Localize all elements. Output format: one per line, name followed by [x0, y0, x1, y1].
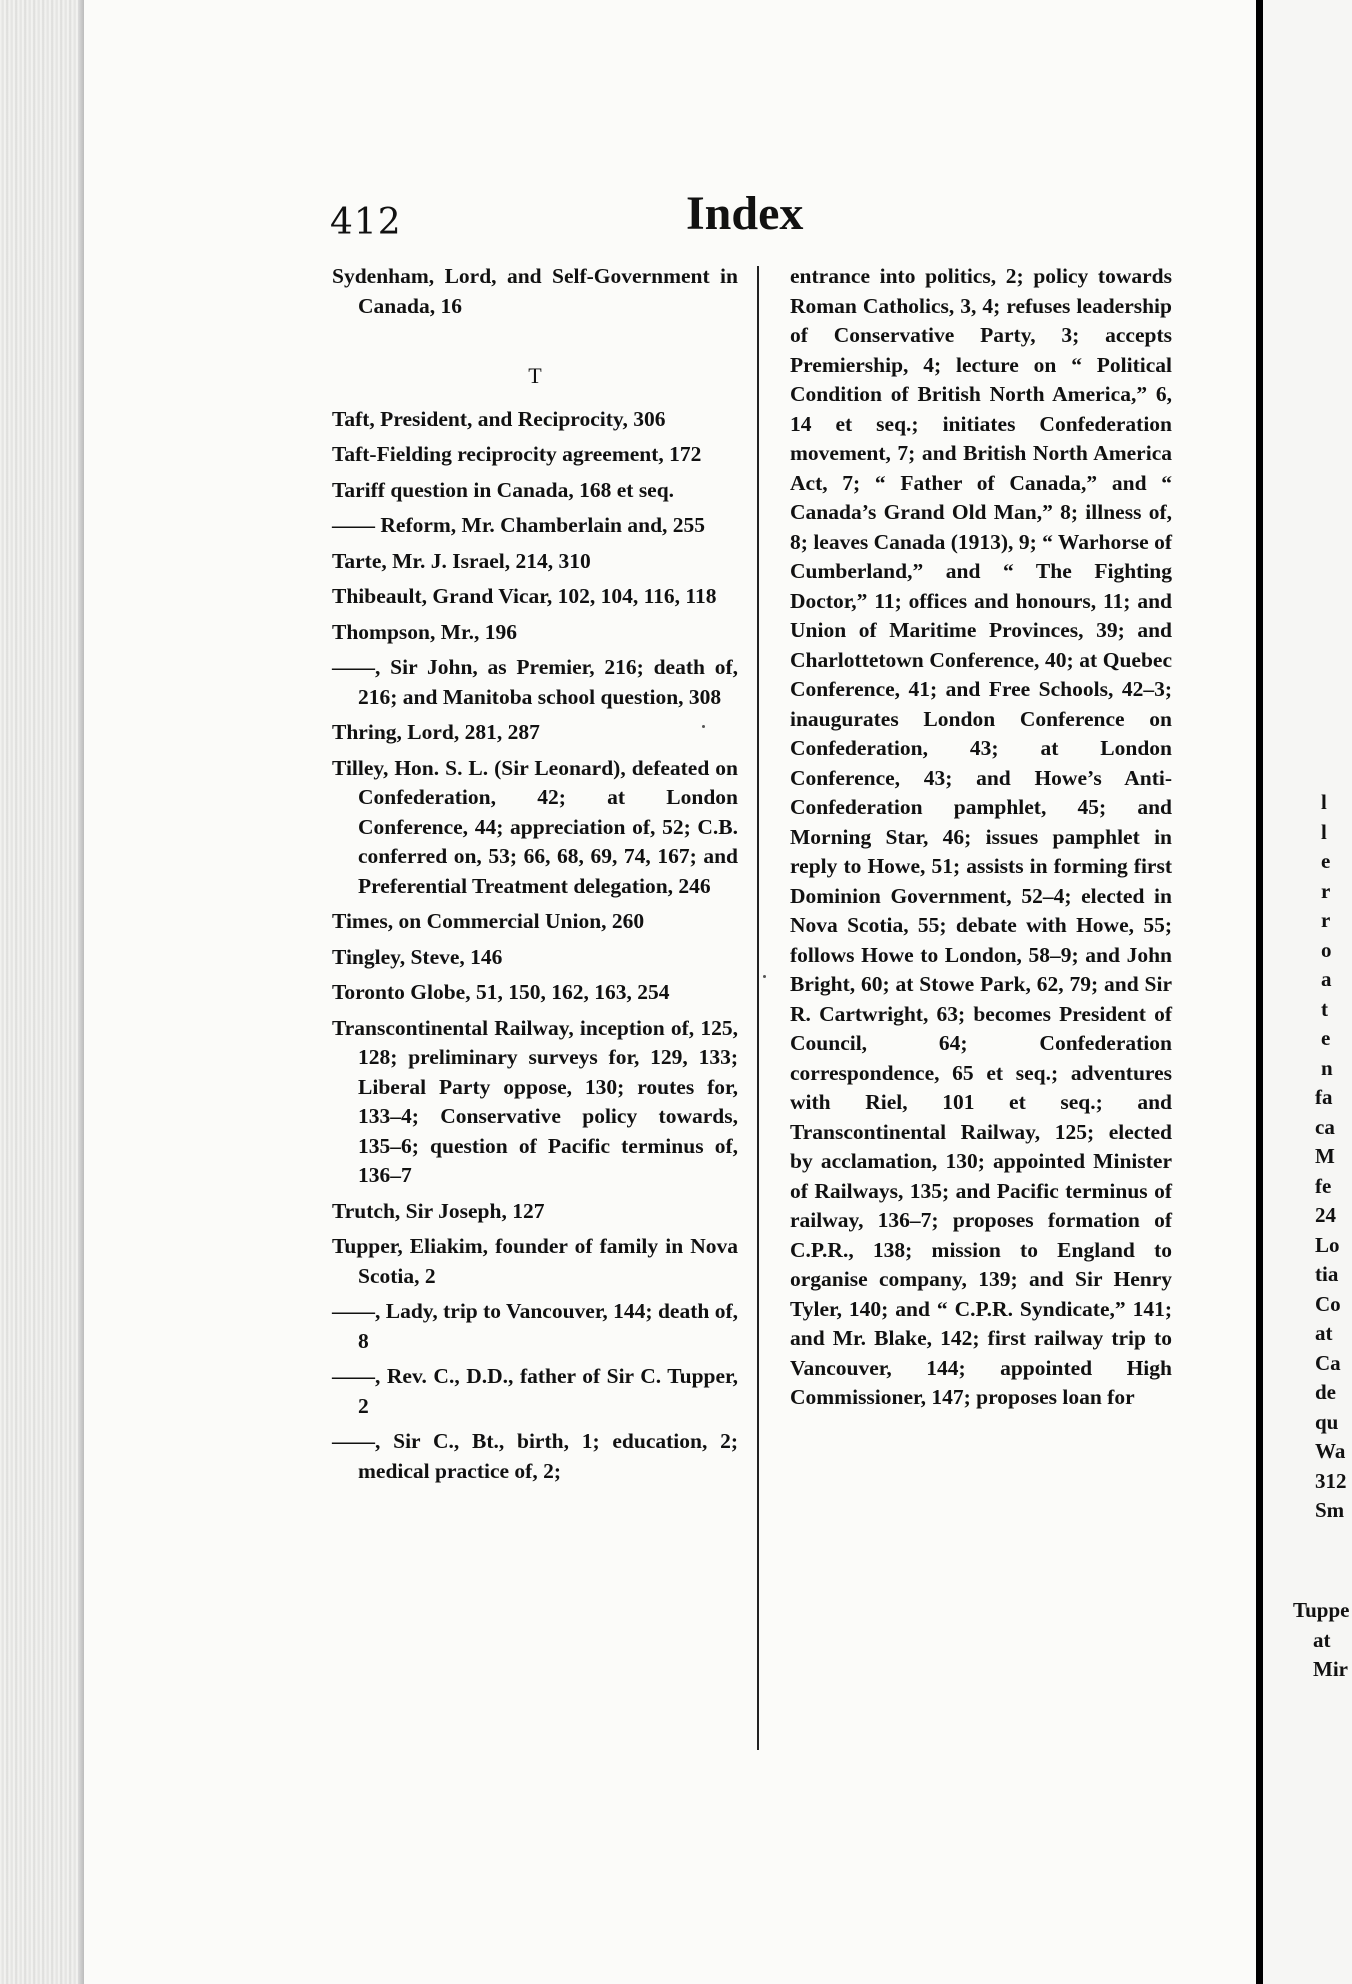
index-entry: Taft-Fielding reciprocity agreement, 172: [332, 442, 702, 466]
page-title: Index: [686, 187, 804, 240]
index-entry: Thompson, Mr., 196: [332, 619, 517, 644]
facing-page-fragment: fa: [1315, 1085, 1333, 1109]
index-entry: ——, Lady, trip to Vancouver, 144; death of, 8: [332, 1299, 738, 1353]
facing-page-fragment: 24: [1315, 1203, 1336, 1227]
page-number: 412: [330, 202, 402, 243]
facing-page-fragment: 312: [1315, 1468, 1347, 1493]
facing-page-fragment: qu: [1315, 1409, 1339, 1434]
index-right-column: [790, 262, 1172, 1413]
index-left-column: [332, 262, 738, 1492]
facing-page-fragment: de: [1315, 1380, 1336, 1404]
facing-page-fragment: ca: [1315, 1114, 1335, 1139]
facing-page-fragment: M: [1315, 1144, 1335, 1168]
facing-page-fragment: Co: [1315, 1291, 1341, 1316]
facing-page-fragment: tia: [1315, 1262, 1339, 1286]
facing-page-fragment: Mir: [1313, 1657, 1348, 1681]
index-entry: ——, Rev. C., D.D., father of Sir C. Tupper, 2: [332, 1364, 738, 1418]
facing-page-fragment: at: [1313, 1627, 1331, 1652]
column-divider: [757, 266, 759, 1750]
index-entry: Sydenham, Lord, and Self-Government in Canada, 16: [332, 264, 738, 318]
index-entry-continuation: entrance into politics, 2; policy towards Roman Catholics, 3, 4; refuses leadership of Conservative Party, 3; accepts Premiership, 4; lecture on “ Political Condition of British North America,” 6, 14 et seq.; initiates Confederation movement, 7; and British North America Act, 7; “ Father of Canada,” and “ Canada’s Grand Old Man,” 8; illness of, 8; leaves Canada (1913), 9; “ Warhorse of Cumberland,” and “ The Fighting Doctor,” 11; offices and honours, 11; and Union of Maritime Provinces, 39; and Charlottetown Conference, 40; at Quebec Conference, 41; and Free Schools, 42–3; inaugurates London Conference on Confederation, 43; at London Conference, 43; and Howe’s Anti-Confederation pamphlet, 45; and Morning Star, 46; issues pamphlet in reply to Howe, 51; assists in forming first Dominion Government, 52–4; elected in Nova Scotia, 55; debate with Howe, 55; follows Howe to London, 58–9; and John Bright, 60; at Stowe Park, 62, 79; and Sir R. Cartwright, 63; becomes President of Council, 64; Confederation correspondence, 65 et seq.; adventures with Riel, 101 et seq.; and Transcontinental Railway, 125; elected by acclamation, 130; appointed Minister of Railways, 135; and Pacific terminus of railway, 136–7; proposes formation of C.P.R., 138; mission to England to organise company, 139; and Sir Henry Tyler, 140; and “ C.P.R. Syndicate,” 141; and Mr. Blake, 142; first railway trip to Vancouver, 144; appointed High Commissioner, 147; proposes loan for: [790, 264, 1172, 1409]
index-entry: Toronto Globe, 51, 150, 162, 163, 254: [332, 980, 670, 1004]
facing-page-fragment: Tuppe: [1293, 1598, 1350, 1622]
index-entry: Thibeault, Grand Vicar, 102, 104, 116, 118: [332, 584, 717, 608]
facing-page-edge: [1263, 0, 1352, 1984]
print-speck: [702, 725, 705, 728]
index-entry: Tupper, Eliakim, founder of family in Nova Scotia, 2: [332, 1234, 738, 1288]
index-entry: Times, on Commercial Union, 260: [332, 909, 645, 933]
facing-page-fragment: r: [1321, 878, 1331, 903]
facing-page-fragment: a: [1321, 967, 1332, 991]
facing-page-fragment: Wa: [1315, 1439, 1346, 1463]
index-entry: Tilley, Hon. S. L. (Sir Leonard), defeated on Confederation, 42; at London Conference, 44; appreciation of, 52; C.B. conferred on, 53; 66, 68, 69, 74, 167; and Preferential Treatment delegation, 246: [332, 755, 738, 898]
facing-page-fragment: Ca: [1315, 1350, 1341, 1375]
index-entry: ——, Sir C., Bt., birth, 1; education, 2; medical practice of, 2;: [332, 1429, 738, 1483]
facing-page-fragment: Sm: [1315, 1498, 1345, 1522]
index-entry: Taft, President, and Reciprocity, 306: [332, 406, 666, 431]
facing-page-fragment: Lo: [1315, 1232, 1340, 1257]
facing-page-fragment: l: [1321, 819, 1327, 844]
book-edge: [0, 0, 84, 1984]
index-entry: Transcontinental Railway, inception of, 125, 128; preliminary surveys for, 129, 133; Liberal Party oppose, 130; routes for, 133–4; Conservative policy towards, 135–6; question of Pacific terminus of, 136–7: [332, 1015, 738, 1187]
index-entry: Tingley, Steve, 146: [332, 944, 503, 969]
index-entry: Thring, Lord, 281, 287: [332, 720, 540, 744]
facing-page-fragment: e: [1321, 1026, 1331, 1050]
index-entry: ——, Sir John, as Premier, 216; death of, 216; and Manitoba school question, 308: [332, 655, 738, 709]
facing-page-fragment: n: [1321, 1055, 1333, 1080]
index-entry: Trutch, Sir Joseph, 127: [332, 1198, 545, 1223]
facing-page-fragment: at: [1315, 1321, 1333, 1345]
index-entry: —— Reform, Mr. Chamberlain and, 255: [332, 513, 706, 537]
index-entry: Tarte, Mr. J. Israel, 214, 310: [332, 548, 591, 573]
facing-page-fragment: fe: [1315, 1173, 1332, 1198]
index-entry: Tariff question in Canada, 168 et seq.: [332, 477, 675, 502]
facing-page-fragment: l: [1321, 790, 1327, 814]
print-speck: [763, 975, 766, 978]
page-header: [330, 186, 802, 250]
facing-page-fragment: t: [1321, 996, 1328, 1021]
section-letter: T: [528, 363, 542, 388]
facing-page-fragment: e: [1321, 849, 1331, 873]
facing-page-fragment: o: [1321, 937, 1332, 962]
facing-page-fragment: r: [1321, 908, 1331, 932]
